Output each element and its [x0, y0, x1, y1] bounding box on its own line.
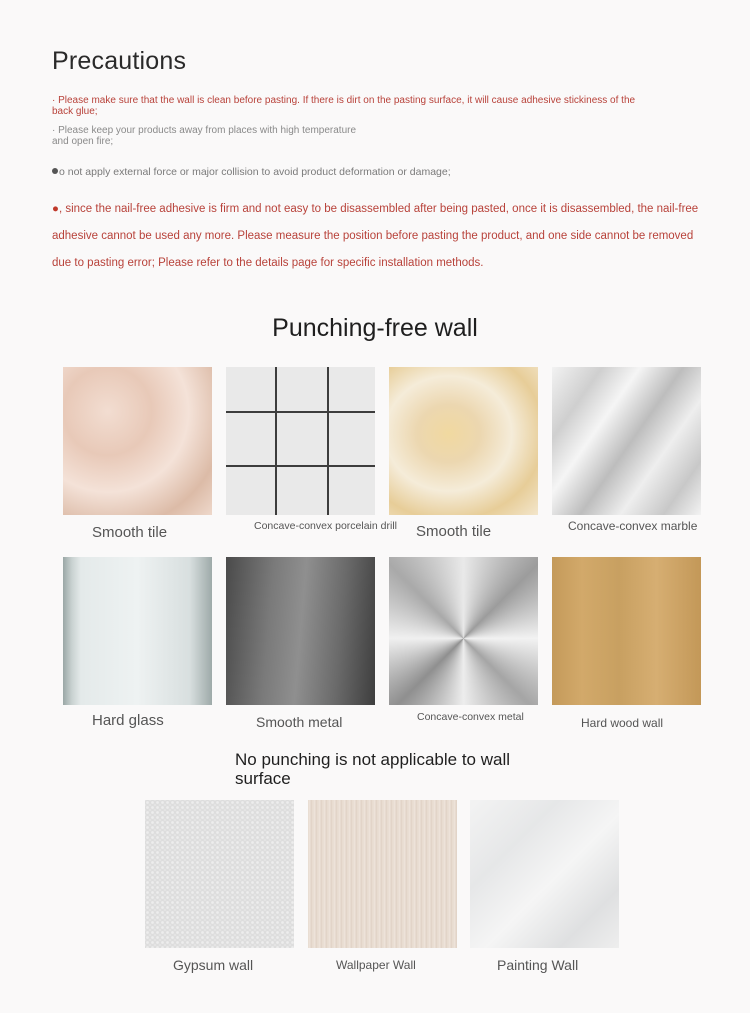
- swatch-label: Smooth metal: [256, 714, 343, 730]
- swatch-label: Smooth tile: [416, 523, 492, 540]
- precautions-title: Precautions: [52, 47, 187, 75]
- concave-metal-swatch: [389, 557, 538, 705]
- bullet-icon: ●: [52, 203, 59, 215]
- precaution-note-reuse-text: , since the nail-free adhesive is firm and not easy to be disassembled after being pasted, once it is disassembled, the nail-free adhesive cannot be used any more. Please measure the position before pasting the product, and one side cannot be removed due to pasting error; Please refer to the details page for specific installation methods.: [52, 203, 699, 269]
- precaution-note-heat: · Please keep your products away from places with high temperature and open fire;: [52, 125, 357, 147]
- swatch-label: Hard wood wall: [581, 716, 664, 730]
- not-applicable-title: No punching is not applicable to wall surface: [235, 750, 511, 788]
- smooth-metal-swatch: [226, 557, 375, 705]
- smooth-tile-yellow-swatch: [389, 367, 538, 515]
- painting-wall-swatch: [470, 800, 619, 948]
- precaution-note-clean-wall: · Please make sure that the wall is clean before pasting. If there is dirt on the pasting surface, it will cause adhesive stickiness of the back glue;: [52, 95, 636, 117]
- precaution-note-force-text: o not apply external force or major collision to avoid product deformation or damage;: [59, 166, 451, 178]
- precaution-note-reuse: [52, 196, 707, 277]
- swatch-label: Concave-convex metal: [417, 711, 524, 723]
- bullet-icon: [52, 168, 58, 174]
- hard-glass-swatch: [63, 557, 212, 705]
- porcelain-drill-swatch: [226, 367, 375, 515]
- precaution-note-force: [52, 167, 451, 178]
- swatch-label: Smooth tile: [92, 524, 168, 541]
- swatch-label: Painting Wall: [497, 957, 579, 973]
- applicable-title: Punching-free wall: [272, 314, 478, 342]
- smooth-tile-swatch: [63, 367, 212, 515]
- marble-swatch: [552, 367, 701, 515]
- hard-wood-swatch: [552, 557, 701, 705]
- swatch-label: Gypsum wall: [173, 957, 254, 973]
- swatch-label: Wallpaper Wall: [336, 958, 416, 972]
- gypsum-wall-swatch: [145, 800, 294, 948]
- swatch-label: Concave-convex porcelain drill: [254, 520, 397, 532]
- wallpaper-wall-swatch: [308, 800, 457, 948]
- swatch-label: Hard glass: [92, 712, 164, 729]
- swatch-label: Concave-convex marble: [568, 519, 698, 533]
